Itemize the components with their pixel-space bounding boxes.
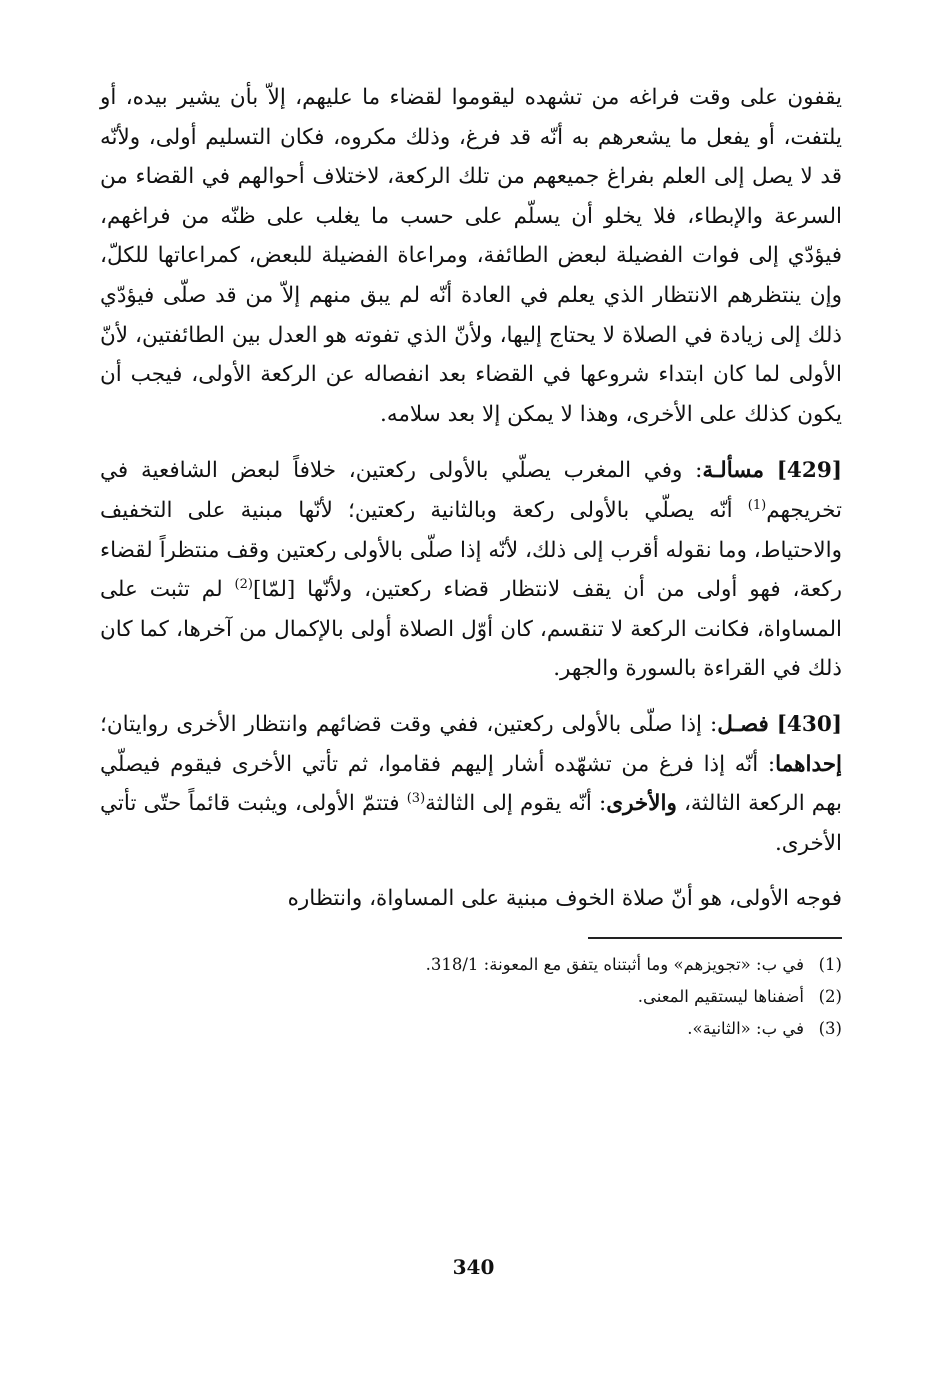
paragraph-430-text-a: : إذا صلّى بالأولى ركعتين، ففي وقت قضائهم وانتظار الأخرى روايتان؛: [100, 711, 718, 737]
paragraph-429-text-c: لم تثبت على المساواة، فكانت الركعة لا تنقسم، كان أوّل الصلاة أولى بالإكمال من آخرها، كما كان ذلك في القراءة بالسورة والجهر.: [100, 577, 842, 682]
footnote-2: [100, 981, 842, 1013]
footnote-1-number: (1): [818, 954, 842, 974]
paragraph-430-text-d: : أنّه يقوم إلى الثالثة: [425, 791, 607, 817]
footnote-1: [100, 949, 842, 981]
section-number: [430]: [776, 711, 842, 737]
footnote-divider: [588, 937, 842, 939]
paragraph-430-text-c: : أنّه إذا فرغ من تشهّده أشار إليهم فقاموا، ثم تأتي الأخرى فيقوم فيصلّي بهم الركعة الثالثة،: [100, 751, 843, 817]
paragraph-430: [100, 705, 842, 863]
footnote-ref-1[interactable]: (1): [747, 497, 767, 513]
paragraph-430-text-e: فتتمّ الأولى، ويثبت قائماً حتّى تأتي الأخرى.: [100, 791, 842, 856]
footnote-3-number: (3): [818, 1018, 842, 1038]
paragraph-1: [100, 78, 842, 434]
page-content: [100, 78, 842, 1045]
footnote-3: [100, 1013, 842, 1045]
paragraph-429: [100, 451, 842, 689]
footnote-ref-3[interactable]: (3): [406, 790, 426, 806]
footnote-3-text: في ب: «الثانية».: [687, 1018, 804, 1038]
paragraph-1-text: يقفون على وقت فراغه من تشهده ليقوموا لقضاء ما عليهم، إلاّ بأن يشير بيده، أو يلتفت، أو يفعل ما يشعرهم به أنّه قد فرغ، وذلك مكروه، فكان التسليم أولى، ولأنّه قد لا يصل إلى العلم بفراغ جميعهم من تلك الركعة، لاختلاف أحوالهم في القضاء من السرعة والإبطاء، فلا يخلو أن يسلّم على حسب ما يغلب على ظنّه من فراغهم، فيؤدّي إلى فوات الفضيلة لبعض الطائفة، ومراعاة الفضيلة للبعض، كمراعاتها للكلّ، وإن ينتظرهم الانتظار الذي يعلم في العادة أنّه لم يبق منهم إلاّ من قد صلّى فيؤدّي ذلك إلى زيادة في الصلاة لا يحتاج إليها، ولأنّ الذي تفوته هو العدل بين الطائفتين، لأنّ الأولى لما كان ابتداء شروعها في القضاء بعد انفصاله عن الركعة الأولى، فيجب أن يكون كذلك على الأخرى، وهذا لا يمكن إلا بعد سلامه.: [100, 85, 842, 427]
footnote-2-number: (2): [818, 986, 842, 1006]
footnote-ref-2[interactable]: (2): [234, 576, 253, 592]
paragraph-429-text-b: أنّه يصلّي بالأولى ركعة وبالثانية ركعتين؛ لأنّها مبنية على التخفيف والاحتياط، وما نقوله أقرب إلى ذلك، لأنّه إذا صلّى بالأولى ركعتين وقف منتظراً لقضاء ركعة، فهو أولى من أن يقف لانتظار قضاء ركعتين، ولأنّها [لمّا]: [100, 497, 842, 603]
paragraph-4-text: فوجه الأولى، هو أنّ صلاة الخوف مبنية على المساواة، وانتظاره: [287, 886, 842, 912]
paragraph-429-text-a: : وفي المغرب يصلّي بالأولى ركعتين، خلافاً لبعض الشافعية في تخريجهم: [100, 458, 842, 523]
issue-number: [429]: [776, 458, 842, 484]
second-narration-label: والأخرى: [606, 791, 677, 817]
footnotes: [100, 949, 842, 1045]
first-narration-label: إحداهما: [775, 751, 842, 777]
footnote-2-text: أضفناها ليستقيم المعنى.: [637, 986, 804, 1006]
footnote-1-text: في ب: «تجويزهم» وما أثبتناه يتفق مع المعونة: 318/1.: [425, 954, 804, 974]
paragraph-4: [100, 879, 842, 919]
page-number: 340: [452, 1255, 495, 1279]
issue-heading: مسألـة: [702, 458, 764, 484]
section-heading: فصـل: [717, 711, 769, 737]
